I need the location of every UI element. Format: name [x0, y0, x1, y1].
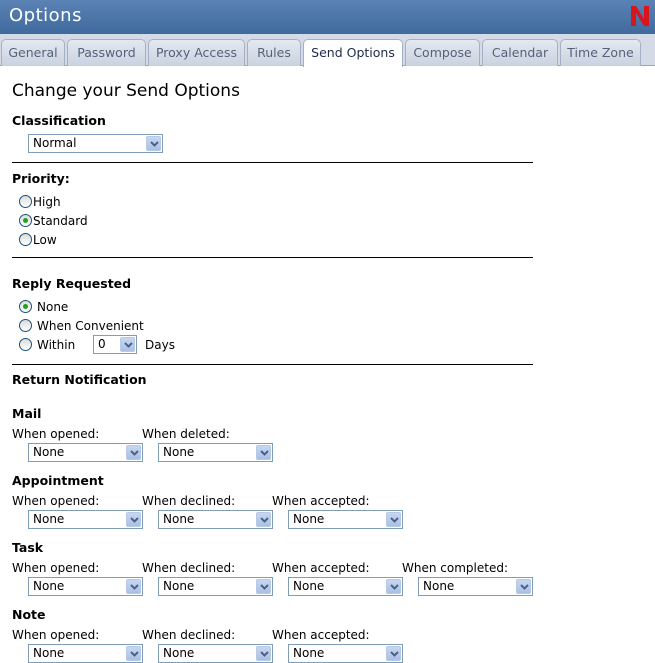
classification-value: Normal	[33, 136, 77, 150]
chevron-down-icon	[256, 512, 271, 527]
select-value: None	[33, 646, 65, 660]
priority-standard-label: Standard	[33, 214, 88, 228]
priority-label: Priority:	[12, 171, 70, 186]
task-accepted-label: When accepted:	[272, 561, 370, 575]
chevron-down-icon	[120, 337, 135, 352]
title-bar	[0, 0, 655, 34]
chevron-down-icon	[126, 579, 141, 594]
mail-deleted-select[interactable]	[158, 443, 273, 462]
chevron-down-icon	[386, 646, 401, 661]
reply-days-select[interactable]	[93, 335, 137, 354]
mail-opened-label: When opened:	[12, 427, 100, 441]
classification-label: Classification	[12, 113, 106, 128]
tab-send-options[interactable]: Send Options	[303, 39, 403, 67]
reply-none-label: None	[37, 300, 69, 314]
chevron-down-icon	[256, 445, 271, 460]
appointment-opened-label: When opened:	[12, 494, 100, 508]
chevron-down-icon	[386, 579, 401, 594]
return-notification-label: Return Notification	[12, 372, 147, 387]
note-opened-select[interactable]	[28, 644, 143, 663]
reply-convenient-label: When Convenient	[37, 319, 144, 333]
novell-logo-icon	[629, 4, 651, 28]
tab-rules[interactable]: Rules	[247, 39, 301, 66]
reply-requested-label: Reply Requested	[12, 276, 132, 291]
chevron-down-icon	[126, 512, 141, 527]
note-declined-select[interactable]	[158, 644, 273, 663]
reply-within-radio[interactable]	[19, 338, 32, 351]
appointment-opened-select[interactable]	[28, 510, 143, 529]
tab-time-zone[interactable]: Time Zone	[560, 39, 641, 66]
note-declined-label: When declined:	[142, 628, 236, 642]
divider	[12, 257, 533, 258]
priority-standard-radio[interactable]	[19, 214, 32, 227]
reply-none-radio[interactable]	[19, 300, 32, 313]
select-value: None	[33, 512, 65, 526]
note-section-label: Note	[12, 607, 46, 622]
task-accepted-select[interactable]	[288, 577, 403, 596]
tab-proxy-access[interactable]: Proxy Access	[148, 39, 245, 66]
task-opened-label: When opened:	[12, 561, 100, 575]
priority-high-radio[interactable]	[19, 195, 32, 208]
appointment-accepted-select[interactable]	[288, 510, 403, 529]
appointment-section-label: Appointment	[12, 473, 104, 488]
task-completed-label: When completed:	[402, 561, 508, 575]
note-accepted-select[interactable]	[288, 644, 403, 663]
select-value: None	[423, 579, 455, 593]
select-value: None	[163, 445, 195, 459]
reply-days-value: 0	[98, 337, 106, 351]
task-declined-label: When declined:	[142, 561, 236, 575]
mail-deleted-label: When deleted:	[142, 427, 230, 441]
select-value: None	[293, 646, 325, 660]
reply-within-label: Within	[37, 338, 76, 352]
page-heading: Change your Send Options	[12, 81, 240, 101]
appointment-accepted-label: When accepted:	[272, 494, 370, 508]
mail-section-label: Mail	[12, 406, 42, 421]
chevron-down-icon	[126, 445, 141, 460]
appointment-declined-select[interactable]	[158, 510, 273, 529]
task-declined-select[interactable]	[158, 577, 273, 596]
divider	[12, 364, 533, 365]
tab-general[interactable]: General	[1, 39, 65, 66]
divider	[12, 162, 533, 163]
tab-compose[interactable]: Compose	[405, 39, 480, 66]
chevron-down-icon	[126, 646, 141, 661]
radio-selected-dot	[23, 304, 28, 309]
priority-low-radio[interactable]	[19, 233, 32, 246]
appointment-declined-label: When declined:	[142, 494, 236, 508]
chevron-down-icon	[146, 136, 161, 151]
chevron-down-icon	[256, 579, 271, 594]
reply-convenient-radio[interactable]	[19, 319, 32, 332]
select-value: None	[163, 579, 195, 593]
task-section-label: Task	[12, 540, 44, 555]
note-accepted-label: When accepted:	[272, 628, 370, 642]
tab-calendar[interactable]: Calendar	[482, 39, 558, 66]
reply-days-label: Days	[145, 338, 175, 352]
mail-opened-select[interactable]	[28, 443, 143, 462]
select-value: None	[33, 445, 65, 459]
select-value: None	[293, 579, 325, 593]
task-opened-select[interactable]	[28, 577, 143, 596]
select-value: None	[163, 646, 195, 660]
chevron-down-icon	[256, 646, 271, 661]
tab-bar	[0, 34, 655, 66]
tab-password[interactable]: Password	[67, 39, 146, 66]
select-value: None	[163, 512, 195, 526]
select-value: None	[293, 512, 325, 526]
classification-select[interactable]	[28, 134, 163, 153]
note-opened-label: When opened:	[12, 628, 100, 642]
priority-high-label: High	[33, 195, 61, 209]
chevron-down-icon	[516, 579, 531, 594]
chevron-down-icon	[386, 512, 401, 527]
radio-selected-dot	[23, 218, 28, 223]
select-value: None	[33, 579, 65, 593]
task-completed-select[interactable]	[418, 577, 533, 596]
priority-low-label: Low	[33, 233, 57, 247]
window-title: Options	[9, 5, 82, 26]
